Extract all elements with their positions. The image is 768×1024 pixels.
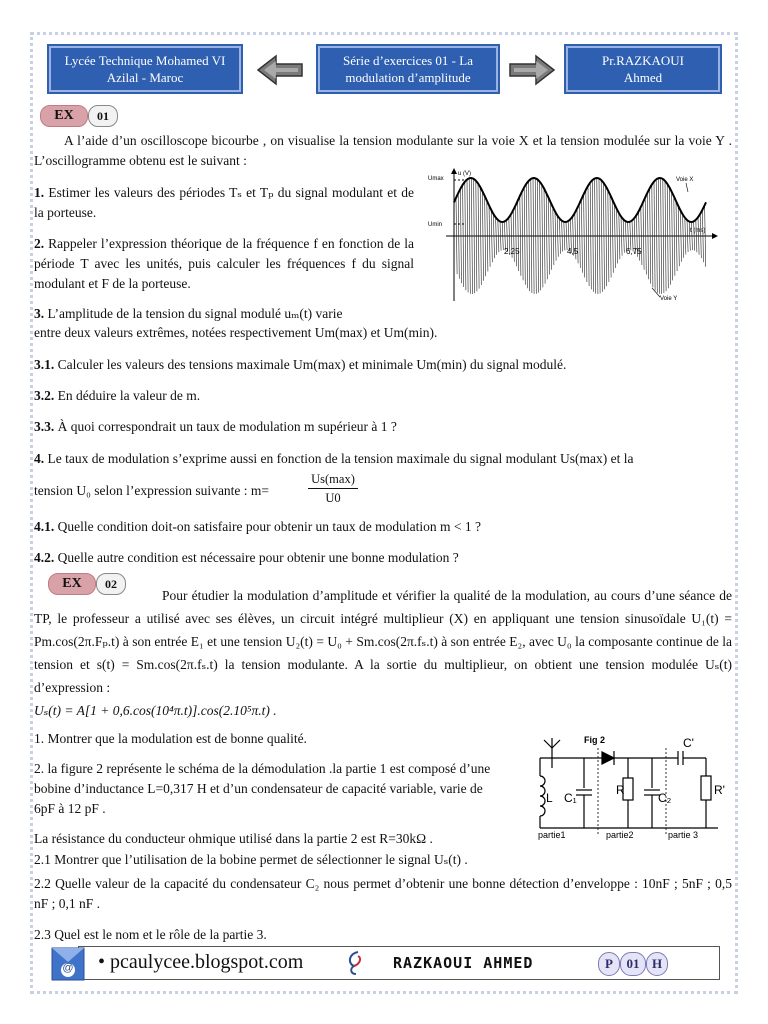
fraction [308, 470, 358, 507]
ex-number: 01 [88, 105, 118, 127]
fig2-title: Fig 2 [584, 735, 606, 745]
umax-label: Umax [428, 176, 444, 182]
q2-number: 2. [34, 236, 45, 251]
teacher-line-1: Pr.RAZKAOUI [602, 53, 684, 68]
school-line-1: Lycée Technique Mohamed VI [64, 53, 226, 68]
ex1-q32 [34, 386, 732, 406]
fraction-denominator: U0 [325, 491, 341, 505]
resistor-rp [701, 776, 711, 800]
q3-number: 3. [34, 306, 45, 321]
ex1-q33 [34, 417, 732, 437]
ex1-q2 [34, 234, 414, 294]
q41-text: Quelle condition doit-on satisfaire pour obtenir un taux de modulation m < 1 ? [57, 519, 482, 534]
series-line-1: Série d’exercices 01 - La [343, 53, 473, 68]
modulating-signal [454, 178, 706, 222]
label-Cp: C' [683, 736, 694, 750]
voie-x-pointer [686, 183, 688, 192]
exercise-1-badge [40, 105, 120, 125]
antenna-icon [544, 738, 560, 758]
ex2-q22: 2.2 Quelle valeur de la capacité du condensateur C₂ nous permet d’obtenir une bonne détection d’enveloppe : 10nF ; 5nF ; 0,5 nF ; 0,1 nF . [34, 876, 732, 911]
teacher-line-2: Ahmed [623, 70, 663, 85]
ex-number: 02 [96, 573, 126, 595]
ex1-q31 [34, 355, 732, 375]
ex1-q4 [34, 449, 732, 469]
q41-number: 4.1. [34, 519, 55, 534]
next-arrow-icon[interactable] [508, 54, 556, 86]
footer [48, 944, 718, 982]
ex2-q2: 2. la figure 2 représente le schéma de la démodulation .la partie 1 est composé d’une bobine d’inductance L=0,317 H et d’un condensateur de capacité variable, varie de 6pF à 12 pF . [34, 761, 491, 816]
oscillogram-figure [424, 166, 724, 306]
label-R: R [616, 783, 625, 797]
ex2-q1: 1. Montrer que la modulation est de bonne qualité. [34, 731, 307, 746]
ex1-q4-formula [34, 481, 434, 501]
ex2-resistance: La résistance du conducteur ohmique utilisé dans la partie 2 est R=30kΩ . [34, 831, 433, 846]
y-axis-label: u (V) [458, 171, 472, 177]
q1-number: 1. [34, 185, 45, 200]
q33-text: À quoi correspondrait un taux de modulation m supérieur à 1 ? [57, 419, 397, 434]
tick-label-2: 4,5 [567, 247, 579, 256]
ex2-paragraph: Pour étudier la modulation d’amplitude et vérifier la qualité de la modulation, au cours d’une séance de TP, le professeur a utilisé avec ses élèves, un circuit intégré multiplieur (X) en appliquant une tension sinusoïdale U₁(t) = Pm.cos(2π.Fₚ.t) à son entrée E₁ et une tension U₂(t) = U₀ + Sm.cos(2π.fₛ.t) à son entrée E₂, avec U₀ la composante continue de la tension et s(t) = Sm.cos(2π.fₛ.t) la tension modulante. A la sortie du multiplieur, on obtient une tension modulée Uₛ(t) d’expression : [34, 588, 732, 695]
tick-label-3: 6,75 [626, 247, 642, 256]
ex-label: EX [40, 105, 88, 127]
q32-text: En déduire la valeur de m. [57, 388, 201, 403]
x-axis-arrow [712, 233, 718, 239]
y-axis-arrow [451, 168, 457, 174]
q1-text: Estimer les valeurs des périodes Tₛ et Tₚ du signal modulant et de la porteuse. [34, 185, 414, 220]
umin-label: Umin [428, 222, 443, 228]
email-at-sign: @ [62, 962, 74, 974]
blog-url[interactable]: • pcaulycee.blogspot.com [98, 951, 304, 973]
series-box [318, 46, 498, 92]
q3-text: L’amplitude de la tension du signal modulé uₘ(t) varie [47, 306, 343, 321]
teacher-box [566, 46, 720, 92]
ex-label: EX [48, 573, 96, 595]
badge-h: H [646, 952, 668, 976]
inductor-coil [540, 776, 545, 816]
ex1-q41 [34, 517, 732, 537]
q31-text: Calculer les valeurs des tensions maximale Um(max) et minimale Um(min) du signal modulé. [57, 357, 567, 372]
ex2-q21: 2.1 Montrer que l’utilisation de la bobine permet de sélectionner le signal Uₛ(t) . [34, 852, 468, 867]
ex2-formula: Uₛ(t) = A[1 + 0,6.cos(10⁴π.t)].cos(2.10⁵π.t) . [34, 703, 277, 718]
ex1-q42 [34, 548, 732, 568]
ex1-q3-cont: entre deux valeurs extrêmes, notées respectivement Um(max) et Um(min). [34, 325, 438, 340]
badge-01: 01 [620, 952, 646, 976]
label-part3: partie 3 [668, 830, 699, 840]
label-Rp: R' [714, 783, 725, 797]
q4-number: 4. [34, 451, 45, 466]
diode-icon [602, 752, 614, 764]
label-L: L [546, 791, 553, 805]
label-part1: partie1 [538, 830, 566, 840]
badge-p: P [598, 952, 620, 976]
prev-arrow-icon[interactable] [256, 54, 304, 86]
q4-formula-text: tension U₀ selon l’expression suivante : m= [34, 483, 270, 498]
q31-number: 3.1. [34, 357, 55, 372]
fraction-numerator: Us(max) [308, 470, 358, 489]
ex1-q1 [34, 183, 414, 223]
label-C1: C₁ [564, 791, 577, 805]
demodulation-circuit-figure [528, 732, 728, 842]
label-C2: C₂ [658, 791, 672, 805]
q2-text: Rappeler l’expression théorique de la fréquence f en fonction de la période T avec les unités, puis calculer les fréquences f du signal modulant et F de la porteuse. [34, 236, 414, 291]
voie-x-label: Voie X [676, 177, 694, 183]
school-box [49, 46, 241, 92]
label-part2: partie2 [606, 830, 634, 840]
tick-label-1: 2,25 [504, 247, 520, 256]
q4-text: Le taux de modulation s’exprime aussi en fonction de la tension maximale du signal modulant Us(max) et la [47, 451, 634, 466]
school-line-2: Azilal - Maroc [106, 70, 184, 85]
q32-number: 3.2. [34, 388, 55, 403]
q42-number: 4.2. [34, 550, 55, 565]
logo-icon [344, 950, 368, 976]
voie-y-label: Voie Y [660, 296, 678, 302]
author-name: RAZKAOUI AHMED [393, 954, 534, 972]
ex1-intro: A l’aide d’un oscilloscope bicourbe , on visualise la tension modulante sur la voie X et la tension modulée sur la voie Y . L’oscillogramme obtenu est le suivant : [34, 133, 732, 168]
ex2-q23: 2.3 Quel est le nom et le rôle de la partie 3. [34, 927, 267, 942]
q42-text: Quelle autre condition est nécessaire pour obtenir une bonne modulation ? [57, 550, 459, 565]
q33-number: 3.3. [34, 419, 55, 434]
x-axis-label: t (ms) [690, 228, 706, 234]
voie-y-pointer [652, 288, 660, 297]
ex1-q3 [34, 304, 424, 324]
series-line-2: modulation d’amplitude [345, 70, 471, 85]
